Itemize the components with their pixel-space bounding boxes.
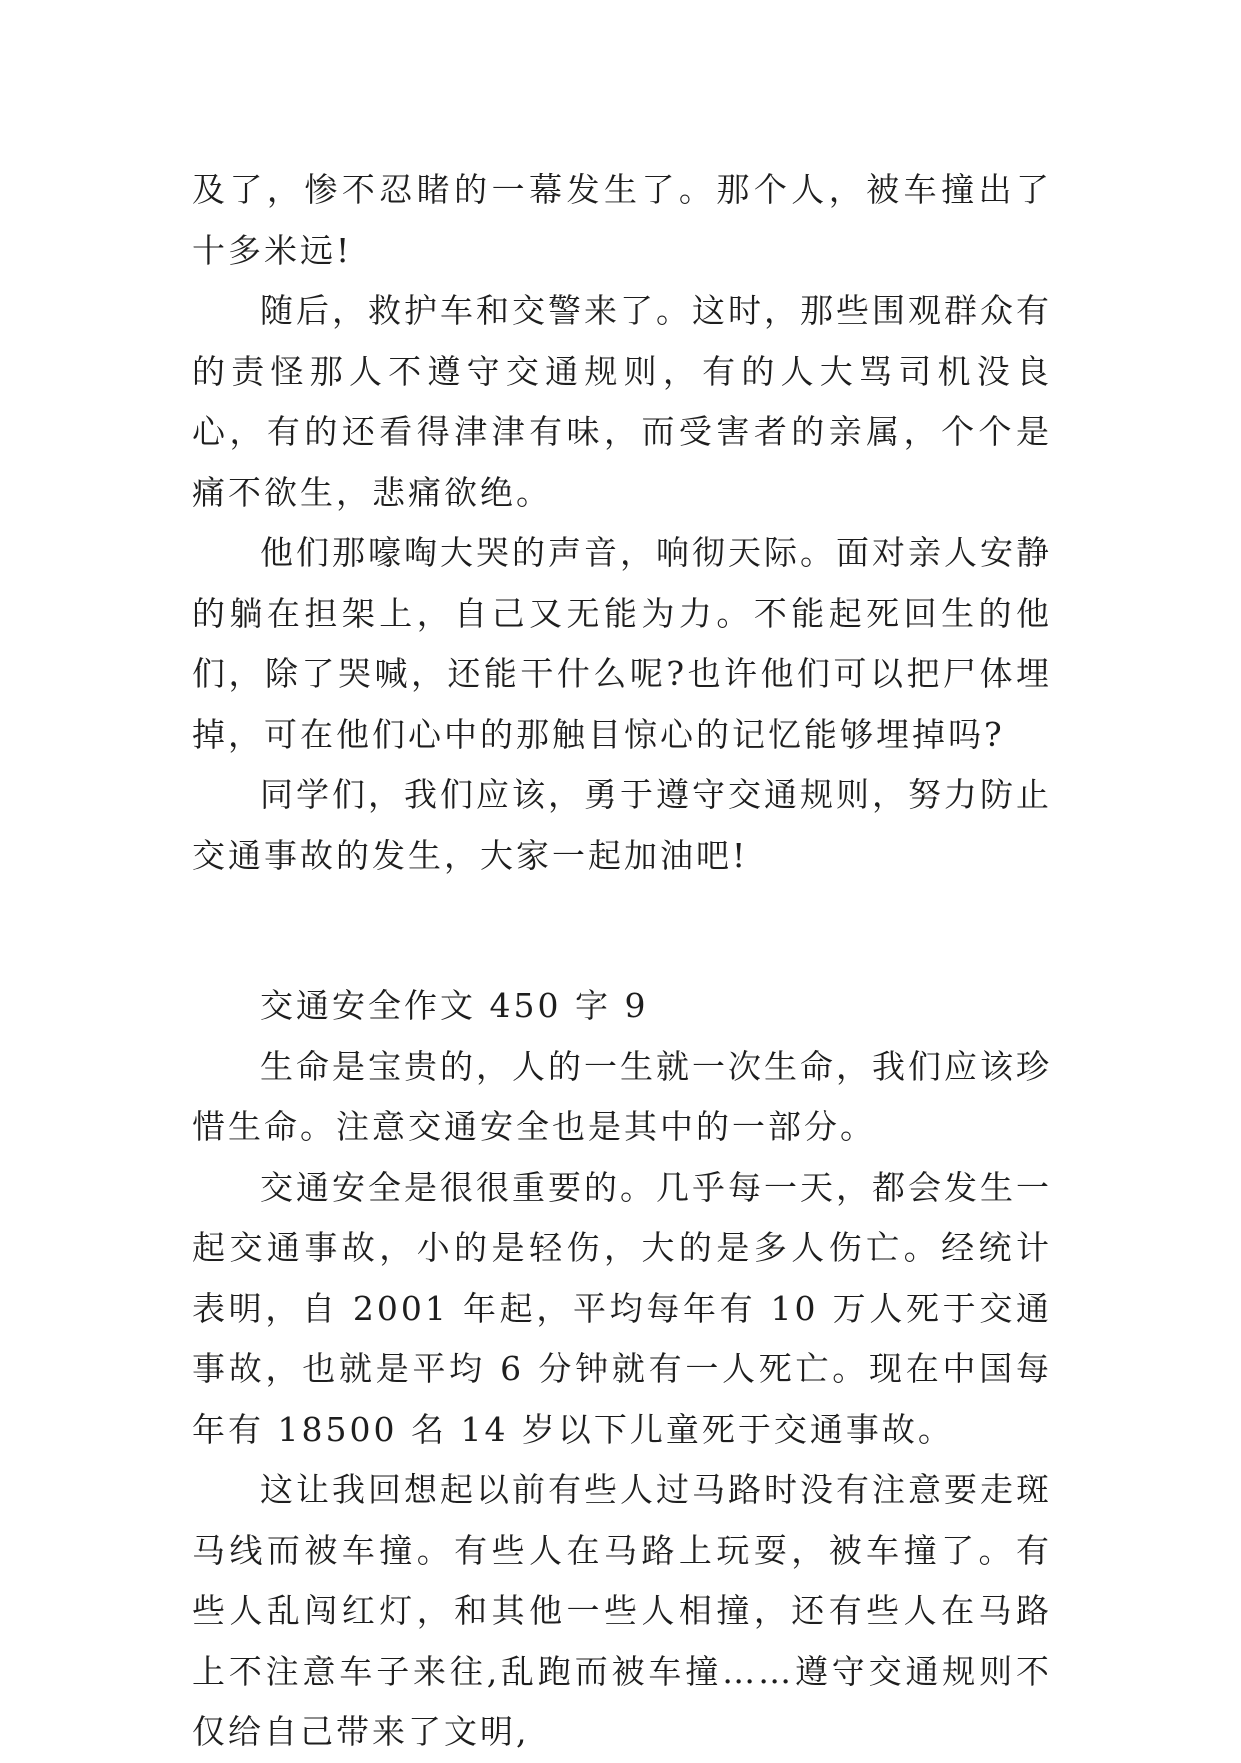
paragraph-2: 随后，救护车和交警来了。这时，那些围观群众有的责怪那人不遵守交通规则，有的人大骂司机没良心，有的还看得津津有味，而受害者的亲属，个个是痛不欲生，悲痛欲绝。 [192, 291, 1052, 512]
paragraph-4: 同学们，我们应该，勇于遵守交通规则，努力防止交通事故的发生，大家一起加油吧! [192, 775, 1052, 875]
paragraph-6: 交通安全是很很重要的。几乎每一天，都会发生一起交通事故，小的是轻伤，大的是多人伤亡。经统计表明，自 2001 年起，平均每年有 10 万人死于交通事故，也就是平均 6 分钟就有一人死亡。现在中国每年有 18500 名 14 岁以下儿童死于交通事故。 [192, 1167, 1052, 1449]
section-title: 交通安全作文 450 字 9 [260, 986, 649, 1025]
essay-text [192, 160, 1052, 1763]
paragraph-7: 这让我回想起以前有些人过马路时没有注意要走斑马线而被车撞。有些人在马路上玩耍，被车撞了。有些人乱闯红灯，和其他一些人相撞，还有些人在马路上不注意车子来往,乱跑而被车撞……遵守交通规则不仅给自己带来了文明, [192, 1470, 1052, 1751]
paragraph-5: 生命是宝贵的，人的一生就一次生命，我们应该珍惜生命。注意交通安全也是其中的一部分。 [192, 1046, 1052, 1146]
section-gap [192, 886, 1052, 976]
paragraph-1: 及了，惨不忍睹的一幕发生了。那个人，被车撞出了十多米远! [192, 170, 1052, 270]
paragraph-3: 他们那嚎啕大哭的声音，响彻天际。面对亲人安静的躺在担架上，自己又无能为力。不能起死回生的他们，除了哭喊，还能干什么呢?也许他们可以把尸体埋掉，可在他们心中的那触目惊心的记忆能够埋掉吗? [192, 533, 1052, 754]
